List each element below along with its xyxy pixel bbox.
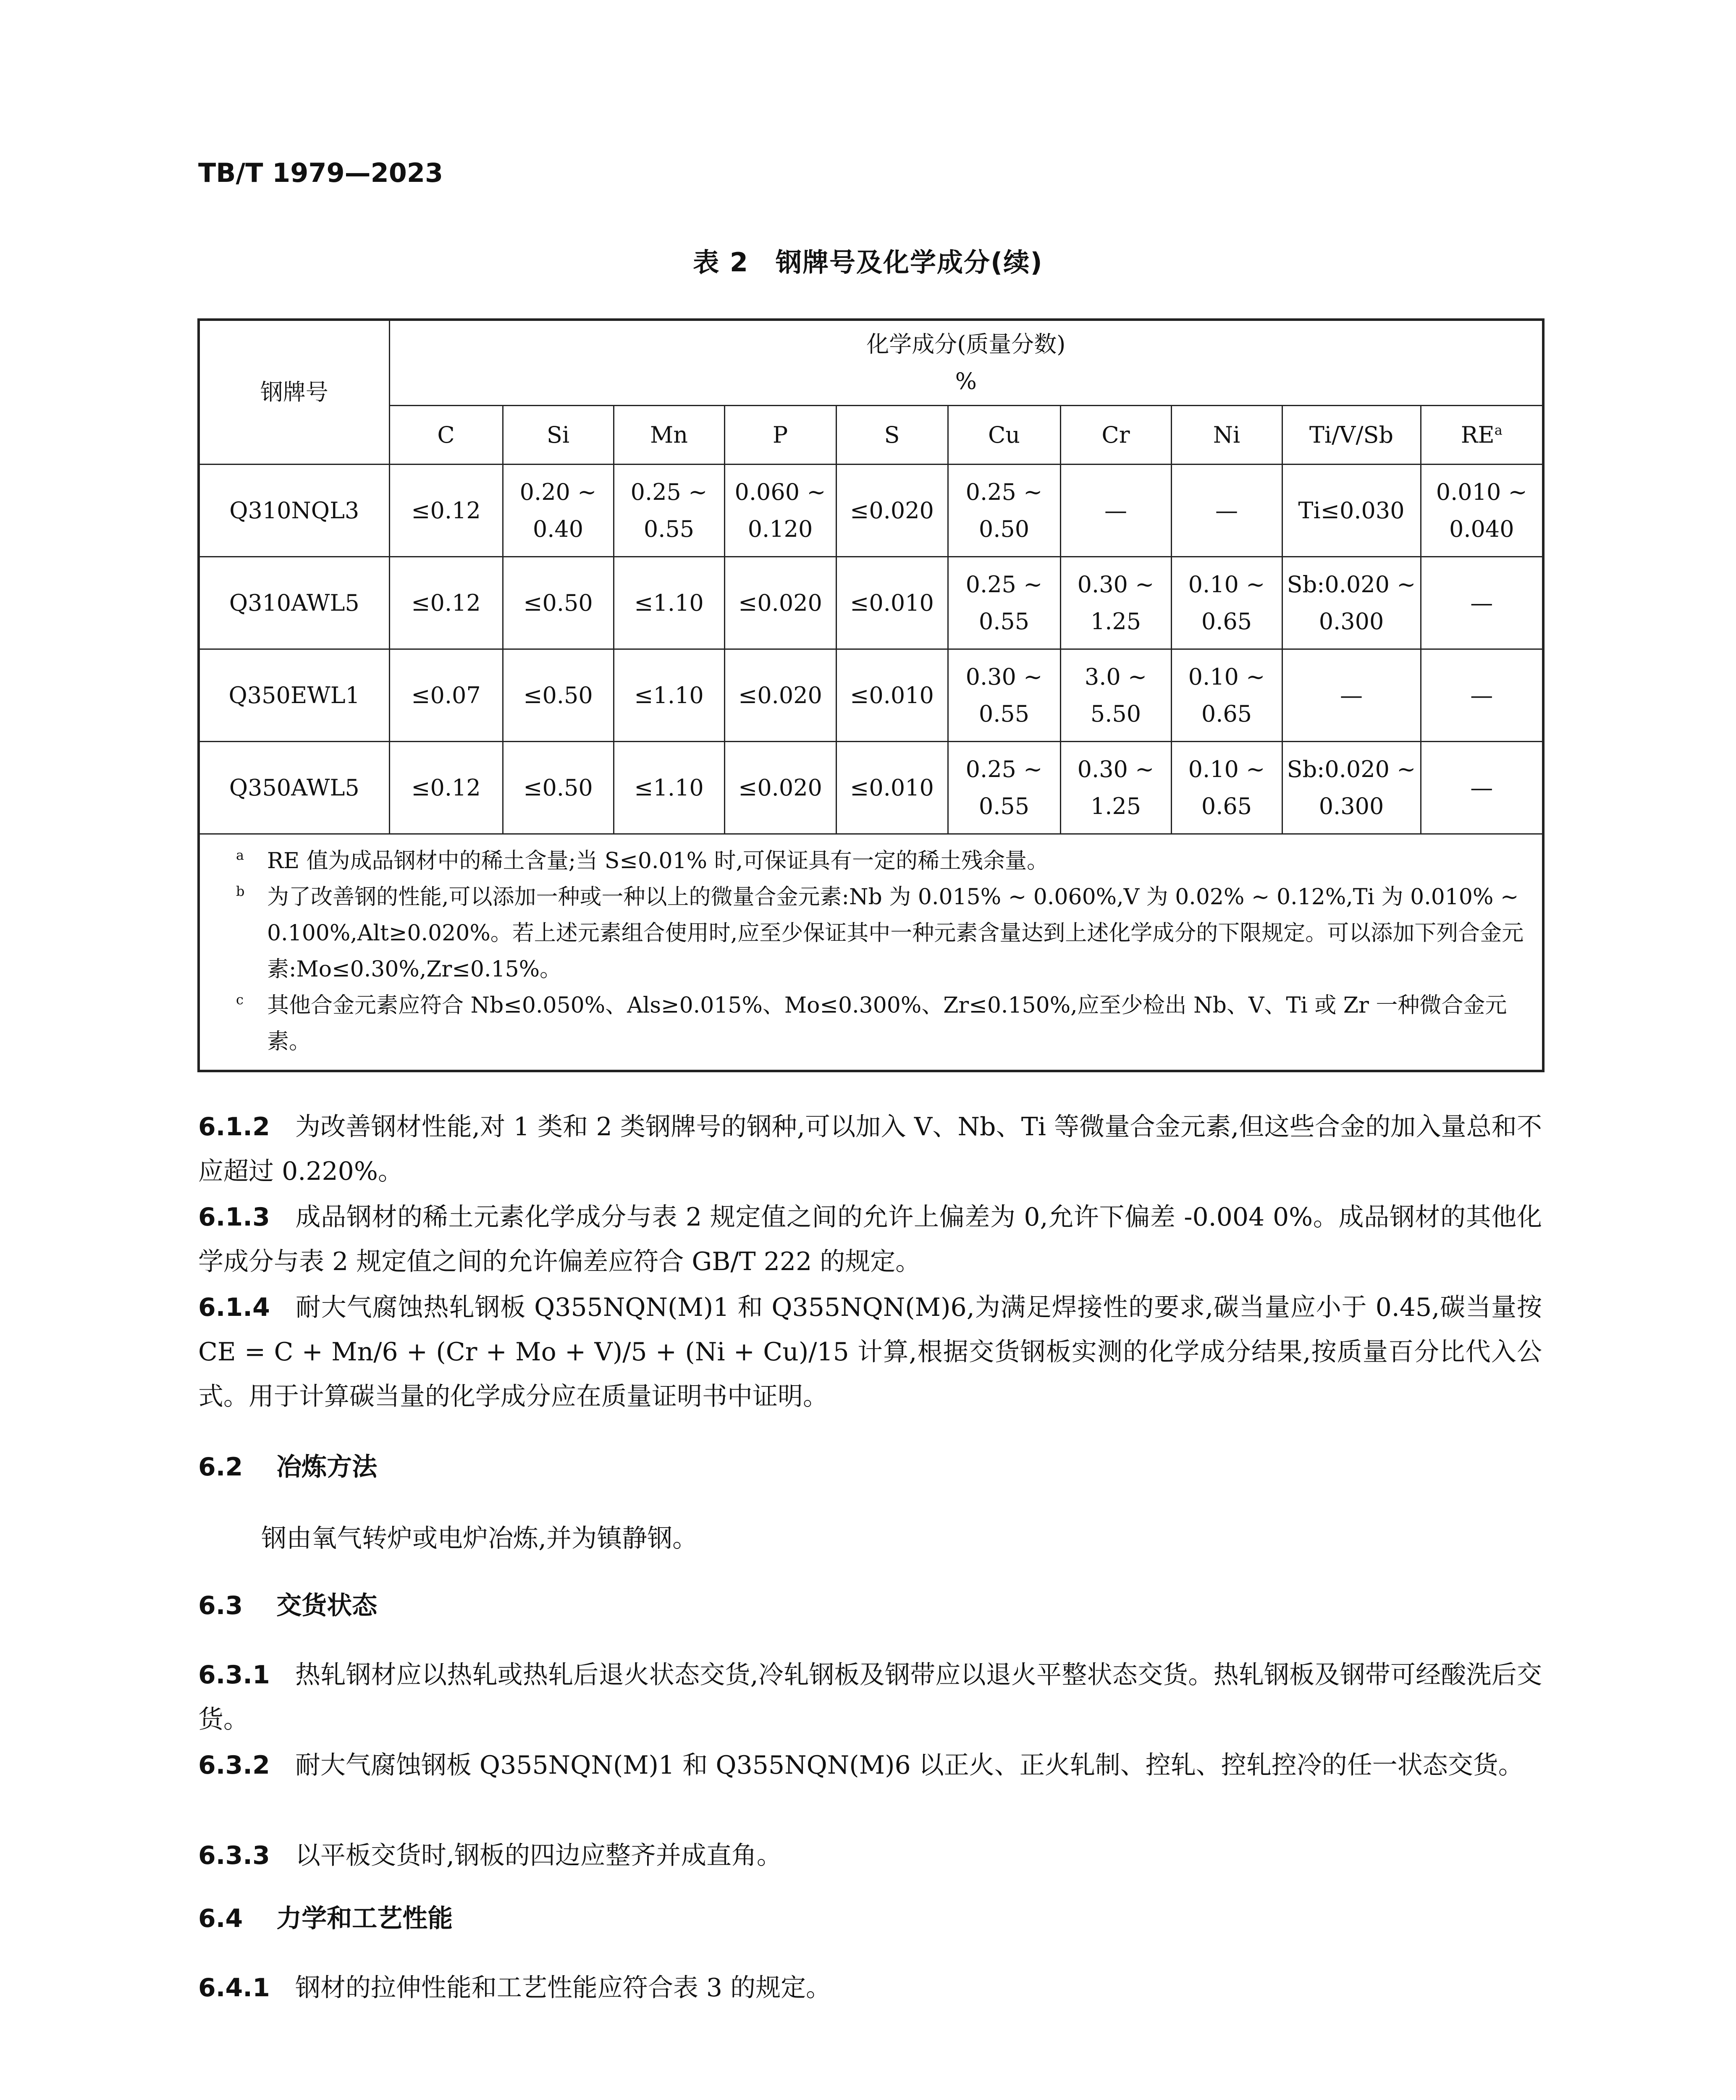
ni-cell	[1171, 742, 1282, 834]
section-title: 交货状态	[276, 1591, 378, 1620]
col-tivsb: Ti/V/Sb	[1282, 406, 1421, 465]
range-line: 0.55	[643, 515, 695, 542]
s-cell: ≤0.010	[836, 557, 948, 649]
p-cell	[724, 465, 836, 557]
paragraph-6-2: 钢由氧气转炉或电炉冶炼,并为镇静钢。	[261, 1524, 698, 1553]
section-number: 6.2	[198, 1452, 243, 1482]
range-line: 0.25 ~	[630, 478, 708, 505]
re-cell: —	[1421, 742, 1543, 834]
range-line: 0.50	[978, 515, 1030, 542]
range-line: 0.010 ~	[1436, 478, 1527, 505]
cr-cell	[1060, 742, 1171, 834]
re-cell: —	[1421, 557, 1543, 649]
table-header-row	[199, 320, 1543, 406]
footnote-b	[236, 879, 1527, 987]
si-cell: ≤0.50	[503, 649, 614, 742]
range-line: 0.30 ~	[1077, 571, 1154, 598]
footnote-a	[236, 843, 1527, 879]
composition-group-header	[389, 320, 1543, 406]
footnote-c	[236, 987, 1527, 1060]
clause-number: 6.3.3	[198, 1841, 270, 1870]
s-cell: ≤0.020	[836, 465, 948, 557]
ni-cell	[1171, 649, 1282, 742]
ni-cell	[1171, 557, 1282, 649]
section-6-3-heading	[198, 1586, 377, 1622]
range-line: 0.20 ~	[519, 478, 597, 505]
col-s: S	[836, 406, 948, 465]
paragraph-6-1-2	[198, 1105, 1542, 1194]
col-re-label: RE	[1461, 421, 1495, 448]
clause-text: 耐大气腐蚀热轧钢板 Q355NQN(M)1 和 Q355NQN(M)6,为满足焊接性的要求,碳当量应小于 0.45,碳当量按 CE = C + Mn/6 + (Cr + Mo + V)/5 + (Ni + Cu)/15 计算,根据交货钢板实测的化学成分结果,按质量百分比代入公式。用于计算碳当量的化学成分应在质量证明书中证明。	[198, 1293, 1542, 1411]
footnote-text: RE 值为成品钢材中的稀土含量;当 S≤0.01% 时,可保证具有一定的稀土残余量。	[267, 848, 1049, 874]
si-cell: ≤0.50	[503, 557, 614, 649]
tivsb-cell	[1282, 742, 1421, 834]
cr-cell: —	[1060, 465, 1171, 557]
s-cell: ≤0.010	[836, 742, 948, 834]
mn-cell: ≤1.10	[614, 557, 724, 649]
range-line: 0.30 ~	[1077, 756, 1154, 782]
grade-cell: Q350AWL5	[199, 742, 389, 834]
paragraph-6-1-4	[198, 1285, 1542, 1419]
chemical-composition-table	[197, 318, 1545, 1072]
c-cell: ≤0.12	[389, 742, 503, 834]
cr-cell	[1060, 557, 1171, 649]
footnote-mark: b	[236, 883, 245, 899]
standard-code: TB/T 1979—2023	[198, 158, 443, 188]
element-header-row	[199, 406, 1543, 465]
cr-cell	[1060, 649, 1171, 742]
clause-text: 成品钢材的稀土元素化学成分与表 2 规定值之间的允许上偏差为 0,允许下偏差 -0.004 0%。成品钢材的其他化学成分与表 2 规定值之间的允许偏差应符合 GB/T 222 的规定。	[198, 1202, 1542, 1276]
clause-text: 钢材的拉伸性能和工艺性能应符合表 3 的规定。	[295, 1973, 831, 2003]
c-cell: ≤0.12	[389, 557, 503, 649]
re-cell: —	[1421, 649, 1543, 742]
table-title: 表 2 钢牌号及化学成分(续)	[693, 247, 1043, 278]
clause-text: 以平板交货时,钢板的四边应整齐并成直角。	[295, 1841, 782, 1870]
col-re	[1421, 406, 1543, 465]
col-cu: Cu	[948, 406, 1060, 465]
clause-number: 6.3.1	[198, 1660, 270, 1690]
grade-cell: Q350EWL1	[199, 649, 389, 742]
range-line: 0.25 ~	[965, 571, 1043, 598]
col-c: C	[389, 406, 503, 465]
re-cell	[1421, 465, 1543, 557]
range-line: 0.10 ~	[1188, 571, 1265, 598]
range-line: 0.40	[532, 515, 584, 542]
range-line: 0.65	[1201, 793, 1252, 819]
col-p: P	[724, 406, 836, 465]
table-row	[199, 742, 1543, 834]
range-line: Sb:0.020 ~	[1287, 571, 1416, 598]
cu-cell	[948, 557, 1060, 649]
si-cell: ≤0.50	[503, 742, 614, 834]
range-line: 0.300	[1319, 793, 1384, 819]
c-cell: ≤0.12	[389, 465, 503, 557]
mn-cell: ≤1.10	[614, 742, 724, 834]
range-line: 0.040	[1449, 515, 1514, 542]
range-line: 0.25 ~	[965, 756, 1043, 782]
cu-cell	[948, 465, 1060, 557]
range-line: 0.55	[978, 608, 1030, 635]
tivsb-cell: —	[1282, 649, 1421, 742]
range-line: 0.25 ~	[965, 478, 1043, 505]
ni-cell: —	[1171, 465, 1282, 557]
grade-column-header: 钢牌号	[199, 320, 389, 465]
footnote-mark-a: a	[1494, 422, 1503, 438]
section-number: 6.4	[198, 1904, 243, 1933]
range-line: 0.65	[1201, 608, 1252, 635]
si-cell	[503, 465, 614, 557]
range-line: Sb:0.020 ~	[1287, 756, 1416, 782]
range-line: 0.55	[978, 700, 1030, 727]
table-row	[199, 649, 1543, 742]
range-line: 0.30 ~	[965, 663, 1043, 690]
c-cell: ≤0.07	[389, 649, 503, 742]
range-line: 0.10 ~	[1188, 663, 1265, 690]
clause-number: 6.3.2	[198, 1751, 270, 1780]
section-number: 6.3	[198, 1591, 243, 1620]
paragraph-6-3-2	[198, 1743, 1542, 1788]
s-cell: ≤0.010	[836, 649, 948, 742]
col-mn: Mn	[614, 406, 724, 465]
mn-cell	[614, 465, 724, 557]
footnotes-row	[199, 834, 1543, 1071]
p-cell: ≤0.020	[724, 742, 836, 834]
composition-label: 化学成分(质量分数)	[866, 331, 1066, 357]
footnote-text: 其他合金元素应符合 Nb≤0.050%、Als≥0.015%、Mo≤0.300%、Zr≤0.150%,应至少检出 Nb、V、Ti 或 Zr 一种微合金元素。	[267, 993, 1507, 1054]
range-line: 0.060 ~	[734, 478, 826, 505]
clause-text: 热轧钢材应以热轧或热轧后退火状态交货,冷轧钢板及钢带应以退火平整状态交货。热轧钢板及钢带可经酸洗后交货。	[198, 1660, 1542, 1734]
paragraph-6-1-3	[198, 1195, 1542, 1284]
range-line: 0.55	[978, 793, 1030, 819]
section-6-4-heading	[198, 1898, 453, 1935]
range-line: 0.65	[1201, 700, 1252, 727]
paragraph-6-3-1	[198, 1653, 1542, 1742]
section-6-2-heading	[198, 1447, 377, 1483]
section-title: 力学和工艺性能	[276, 1904, 453, 1933]
range-line: 0.300	[1319, 608, 1384, 635]
range-line: 1.25	[1090, 793, 1141, 819]
range-line: 0.120	[747, 515, 813, 542]
cu-cell	[948, 649, 1060, 742]
col-si: Si	[503, 406, 614, 465]
tivsb-cell	[1282, 557, 1421, 649]
mn-cell: ≤1.10	[614, 649, 724, 742]
col-ni: Ni	[1171, 406, 1282, 465]
p-cell: ≤0.020	[724, 649, 836, 742]
cu-cell	[948, 742, 1060, 834]
clause-number: 6.1.4	[198, 1293, 270, 1322]
tivsb-cell: Ti≤0.030	[1282, 465, 1421, 557]
col-cr: Cr	[1060, 406, 1171, 465]
table-row	[199, 557, 1543, 649]
table-row	[199, 465, 1543, 557]
section-title: 冶炼方法	[276, 1452, 378, 1482]
range-line: 3.0 ~	[1084, 663, 1147, 690]
range-line: 5.50	[1090, 700, 1141, 727]
clause-number: 6.1.3	[198, 1202, 270, 1232]
paragraph-6-3-3	[198, 1833, 1542, 1878]
clause-text: 耐大气腐蚀钢板 Q355NQN(M)1 和 Q355NQN(M)6 以正火、正火轧制、控轧、控轧控冷的任一状态交货。	[295, 1751, 1524, 1780]
p-cell: ≤0.020	[724, 557, 836, 649]
unit-label: %	[955, 368, 977, 394]
footnotes-cell	[199, 834, 1543, 1071]
range-line: 0.10 ~	[1188, 756, 1265, 782]
grade-cell: Q310NQL3	[199, 465, 389, 557]
footnote-mark: a	[236, 847, 244, 863]
range-line: 1.25	[1090, 608, 1141, 635]
grade-cell: Q310AWL5	[199, 557, 389, 649]
clause-number: 6.4.1	[198, 1973, 270, 2003]
paragraph-6-4-1	[198, 1966, 1542, 2010]
clause-number: 6.1.2	[198, 1112, 270, 1142]
clause-text: 为改善钢材性能,对 1 类和 2 类钢牌号的钢种,可以加入 V、Nb、Ti 等微量合金元素,但这些合金的加入量总和不应超过 0.220%。	[198, 1112, 1542, 1186]
footnote-mark: c	[236, 992, 244, 1008]
footnote-text: 为了改善钢的性能,可以添加一种或一种以上的微量合金元素:Nb 为 0.015% ~ 0.060%,V 为 0.02% ~ 0.12%,Ti 为 0.010% ~ 0.100%,Alt≥0.020%。若上述元素组合使用时,应至少保证其中一种元素含量达到上述化学成分的下限规定。可以添加下列合金元素:Mo≤0.30%,Zr≤0.15%。	[267, 885, 1524, 982]
